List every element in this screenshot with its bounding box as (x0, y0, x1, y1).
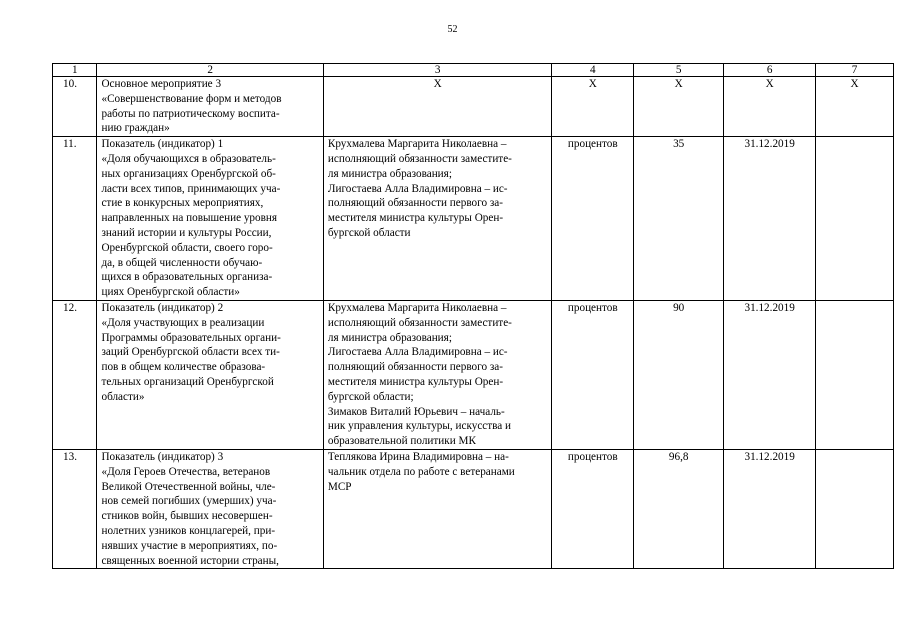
table-row (53, 300, 894, 449)
text-line: Основное мероприятие 3 (101, 78, 222, 90)
text-line: Крухмалева Маргарита Николаевна – (327, 301, 507, 314)
table-row (53, 77, 894, 137)
text-line: направленных на повышение уровня (101, 212, 278, 225)
text-line: Теплякова Ирина Владимировна – на- (327, 450, 509, 463)
text-line: Крухмалева Маргарита Николаевна – (327, 138, 507, 151)
unit-cell: Х (552, 77, 634, 137)
text-line: заций Оренбургской области всех ти- (101, 346, 280, 359)
header-cell: 7 (816, 64, 894, 77)
extra-cell (816, 137, 894, 301)
row-number: 11. (53, 137, 97, 301)
unit-cell: процентов (552, 300, 634, 449)
header-cell: 2 (97, 64, 323, 77)
row-description (97, 77, 323, 137)
text-line: стие в конкурсных мероприятиях, (101, 197, 264, 210)
row-number: 10. (53, 77, 97, 137)
extra-cell: Х (816, 77, 894, 137)
unit-cell: процентов (552, 449, 634, 568)
text-line: исполняющий обязанности заместите- (327, 152, 512, 165)
value-cell: 96,8 (634, 449, 724, 568)
text-line: нов семей погибших (умерших) уча- (101, 495, 277, 508)
text-line: ных организациях Оренбургской об- (101, 167, 276, 180)
text-line: бургской области; (327, 390, 414, 403)
text-line: полняющий обязанности первого за- (327, 197, 503, 210)
text-line: чальник отдела по работе с ветеранами (327, 465, 515, 478)
text-line: нолетних узников концлагерей, при- (101, 524, 276, 537)
row-description (97, 137, 323, 301)
responsible-cell (323, 137, 551, 301)
text-line: стников войн, бывших несовершен- (101, 510, 273, 523)
text-line: МСР (327, 480, 352, 493)
text-line: местителя министра культуры Орен- (327, 375, 504, 388)
indicators-table (52, 63, 894, 569)
row-number: 13. (53, 449, 97, 568)
text-line: «Совершенствование форм и методов (101, 92, 282, 105)
date-cell: 31.12.2019 (724, 137, 816, 301)
header-cell: 5 (634, 64, 724, 77)
text-line: ля министра образования; (327, 167, 452, 180)
text-line: Показатель (индикатор) 1 (101, 138, 224, 151)
text-line: щихся в образовательных организа- (101, 271, 273, 284)
unit-cell: процентов (552, 137, 634, 301)
text-line: работы по патриотическому воспита- (101, 107, 280, 120)
text-line: нию граждан» (101, 122, 170, 135)
text-line: полняющий обязанности первого за- (327, 361, 503, 374)
text-line: Лигостаева Алла Владимировна – ис- (327, 182, 508, 195)
text-line: Показатель (индикатор) 2 (101, 301, 224, 314)
text-line: Великой Отечественной войны, чле- (101, 480, 276, 493)
date-cell: 31.12.2019 (724, 300, 816, 449)
text-line: «Доля обучающихся в образователь- (101, 152, 276, 165)
text-line: Зимаков Виталий Юрьевич – началь- (327, 405, 505, 418)
text-line: пов в общем количестве образова- (101, 361, 266, 374)
row-description (97, 300, 323, 449)
text-line: Показатель (индикатор) 3 (101, 450, 224, 463)
header-cell: 3 (323, 64, 551, 77)
text-line: ля министра образования; (327, 331, 452, 344)
date-cell: Х (724, 77, 816, 137)
header-cell: 1 (53, 64, 97, 77)
text-line: бургской области (327, 226, 411, 239)
responsible-cell (323, 449, 551, 568)
text-line: циях Оренбургской области» (101, 286, 240, 299)
text-line: «Доля Героев Отечества, ветеранов (101, 465, 271, 478)
table-row (53, 137, 894, 301)
text-line: образовательной политики МК (327, 435, 476, 448)
text-line: тельных организаций Оренбургской (101, 375, 274, 388)
value-cell: 90 (634, 300, 724, 449)
text-line: ник управления культуры, искусства и (327, 420, 512, 433)
text-line: священных военной истории страны, (101, 554, 279, 567)
value-cell: 35 (634, 137, 724, 301)
text-line: области» (101, 390, 145, 403)
date-cell: 31.12.2019 (724, 449, 816, 568)
text-line: да, в общей численности обучаю- (101, 256, 263, 269)
header-cell: 6 (724, 64, 816, 77)
text-line: Лигостаева Алла Владимировна – ис- (327, 346, 508, 359)
text-line: Программы образовательных органи- (101, 331, 281, 344)
table-header-row (53, 64, 894, 77)
extra-cell (816, 449, 894, 568)
value-cell: Х (634, 77, 724, 137)
text-line: нявших участие в мероприятиях, по- (101, 539, 278, 552)
text-line: «Доля участвующих в реализации (101, 316, 265, 329)
responsible-cell: Х (323, 77, 551, 137)
page-number: 52 (447, 24, 458, 35)
extra-cell (816, 300, 894, 449)
row-number: 12. (53, 300, 97, 449)
header-cell: 4 (552, 64, 634, 77)
text-line: ласти всех типов, принимающих уча- (101, 182, 281, 195)
text-line: исполняющий обязанности заместите- (327, 316, 512, 329)
text-line: Оренбургской области, своего горо- (101, 241, 273, 254)
responsible-cell (323, 300, 551, 449)
row-description (97, 449, 323, 568)
table-row (53, 449, 894, 568)
text-line: знаний истории и культуры России, (101, 226, 272, 239)
text-line: местителя министра культуры Орен- (327, 212, 504, 225)
